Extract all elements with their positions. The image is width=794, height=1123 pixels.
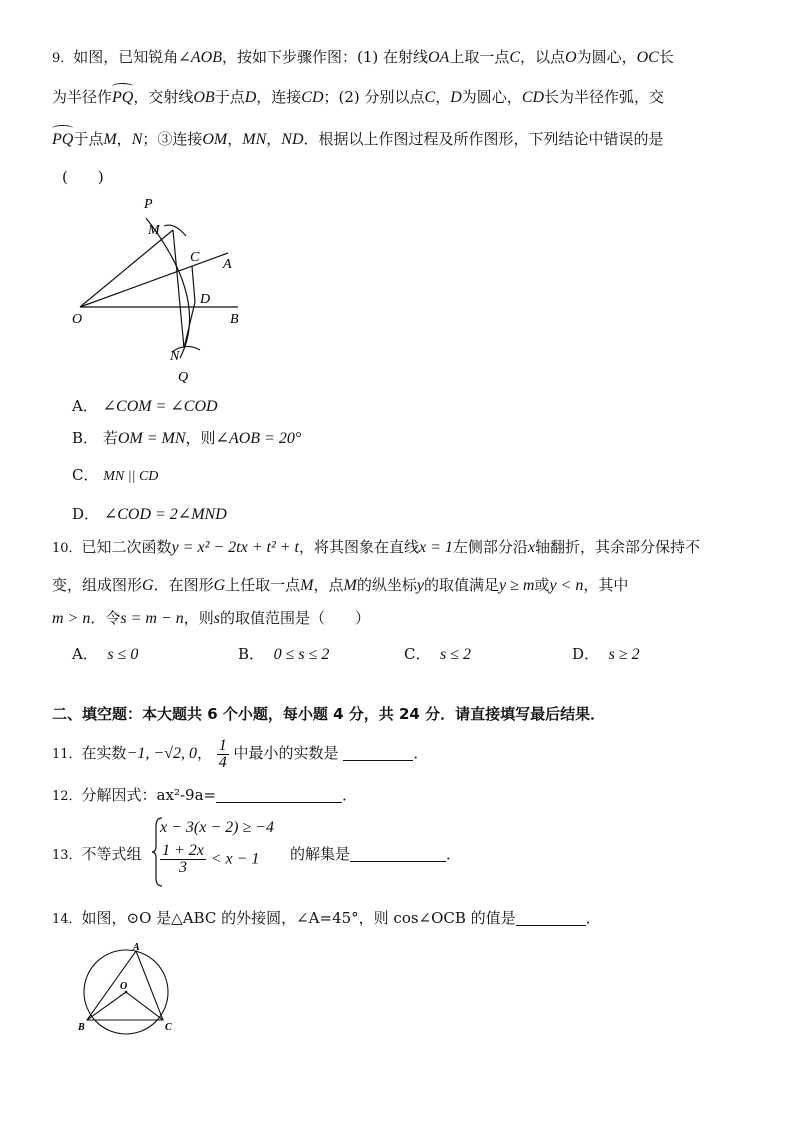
label-o: O	[120, 981, 128, 992]
q9-math: C	[424, 89, 436, 106]
q10-math: x	[527, 539, 536, 556]
q9-text: 上取一点	[449, 48, 510, 66]
q11-text: 中最小的实数是	[233, 744, 339, 762]
q9-arc-pq: PQ	[112, 87, 133, 109]
q14-text: 如图，⊙O 是△ABC 的外接圆，∠A=45°，则 cos∠OCB 的值是	[81, 909, 516, 927]
q10-text: 或	[534, 576, 550, 594]
label-c: C	[165, 1022, 172, 1033]
q9-number: 9．	[52, 51, 74, 66]
q12-text: ．	[342, 786, 358, 804]
option-label: B．	[72, 429, 99, 447]
q9-text: ；(2) 分别以点	[323, 88, 425, 106]
option-math: ∠AOB = 20°	[215, 430, 302, 447]
q9-text: ，	[116, 130, 132, 148]
q9-math: D	[244, 89, 257, 106]
option-label: A．	[72, 645, 98, 663]
q9-figure	[60, 190, 260, 390]
option-text: ∠COM = ∠COD	[102, 398, 218, 415]
label-a: A	[133, 942, 140, 953]
q9-math: M	[103, 131, 117, 148]
q9-option-d	[72, 503, 227, 526]
label-q: Q	[178, 370, 189, 385]
q9-math: D	[450, 89, 462, 106]
q9-math: OC	[636, 49, 659, 66]
option-text: ，则	[185, 429, 216, 447]
q10-math: s = m − n	[120, 610, 184, 627]
label-a: A	[223, 257, 232, 272]
q10-math: y ≥ m	[498, 577, 535, 594]
q9-text: ，按如下步骤作图：(1) 在射线	[221, 48, 428, 66]
q12-number: 12．	[52, 789, 82, 804]
q9-line-1	[52, 46, 674, 70]
q10-math: G	[213, 577, 226, 594]
q14-figure	[70, 940, 180, 1040]
section-heading: 二、填空题：本大题共 6 个小题，每小题 4 分，共 24 分．请直接填写最后结果．	[52, 705, 606, 723]
q9-option-b	[72, 427, 301, 450]
q10-math: y < n	[549, 577, 584, 594]
q9-text: ，交射线	[133, 88, 194, 106]
q13-system	[160, 817, 274, 876]
q9-text: 长为半径作弧，交	[544, 88, 665, 106]
q10-text: 变，组成图形	[52, 576, 143, 594]
q9-math: CD	[301, 89, 324, 106]
q9-arc-pq: PQ	[52, 129, 73, 151]
q11-text: ．	[413, 744, 429, 762]
option-label: C．	[404, 645, 431, 663]
q9-math: N	[131, 131, 143, 148]
q11-text: ，	[196, 744, 212, 762]
q13-math: < x − 1	[210, 850, 260, 868]
q10-line-3	[52, 607, 370, 630]
q9-math: AOB	[190, 49, 222, 66]
q9-math: O	[565, 49, 577, 66]
q9-text: 如图，已知锐角∠	[73, 48, 191, 66]
q10-math: M	[300, 577, 314, 594]
q10-number: 10．	[52, 541, 82, 556]
q11-math: −1, −√2, 0	[126, 745, 197, 762]
option-text: s ≤ 0	[107, 646, 139, 663]
q10-text: 的纵坐标	[356, 576, 417, 594]
q13-answer-blank[interactable]	[350, 845, 446, 862]
q11-fraction	[217, 738, 229, 771]
q12-answer-blank[interactable]	[216, 786, 342, 803]
q9-option-c	[72, 464, 158, 488]
q9-text: 长	[658, 48, 674, 66]
q10-text: ，将其图象在直线	[298, 538, 419, 556]
fraction-denominator: 3	[178, 859, 187, 876]
segment-ob	[87, 992, 126, 1020]
q9-option-a	[72, 395, 218, 418]
label-d: D	[200, 292, 211, 307]
q13-inequality-2	[160, 843, 274, 876]
q13-tail	[290, 843, 461, 865]
q9-math: CD	[521, 89, 545, 106]
q9-answer-paren: ( )	[62, 168, 104, 186]
q10-text: 的取值满足	[423, 576, 499, 594]
q10-math: G	[142, 577, 154, 594]
q9-text: 为圆心，	[461, 88, 522, 106]
label-m: M	[148, 223, 160, 238]
q10-math: M	[343, 577, 357, 594]
q13-fraction	[160, 843, 206, 876]
q9-text: ，	[435, 88, 451, 106]
q10-text: ．在图形	[153, 576, 214, 594]
option-text: s ≤ 2	[440, 646, 472, 663]
q9-text: ，连接	[256, 88, 302, 106]
q9-text: ，	[227, 130, 243, 148]
q10-text: 已知二次函数	[81, 538, 172, 556]
option-label: D．	[572, 645, 600, 663]
label-n: N	[170, 349, 180, 364]
option-label: D．	[72, 505, 100, 523]
q10-text: 轴翻折，其余部分保持不	[535, 538, 701, 556]
q11	[52, 735, 428, 773]
q10-line-2	[52, 574, 628, 597]
q13-text: ．	[446, 845, 462, 863]
option-label: C．	[72, 466, 99, 484]
q10-math: x = 1	[419, 539, 453, 556]
q10-text: ，其中	[583, 576, 629, 594]
q9-text: 于点	[214, 88, 245, 106]
q9-math: OA	[428, 49, 450, 66]
q14-number: 14．	[52, 912, 82, 927]
fraction-denominator: 4	[218, 753, 227, 771]
q14-text: ．	[585, 909, 601, 927]
label-p: P	[144, 197, 153, 212]
q9-math: C	[509, 49, 521, 66]
q10-math: y = x² − 2tx + t² + t	[171, 539, 299, 556]
q9-text: 为半径作	[52, 88, 113, 106]
option-text: 0 ≤ s ≤ 2	[273, 646, 330, 663]
label-o: O	[72, 312, 83, 327]
label-b: B	[230, 312, 239, 327]
q10-math: s	[213, 610, 220, 627]
option-label: B．	[238, 645, 265, 663]
q12-text: 分解因式：ax²-9a=	[81, 786, 217, 804]
q13-text: 不等式组	[81, 845, 142, 863]
q14-answer-blank[interactable]	[516, 909, 586, 926]
fraction-numerator: 1 + 2x	[162, 842, 204, 859]
q9-text: 为圆心，	[576, 48, 637, 66]
q10-math: m > n	[52, 610, 91, 627]
q10-option-b	[238, 643, 329, 666]
q10-option-c	[404, 643, 471, 666]
label-c: C	[190, 250, 200, 265]
segment-mn	[173, 230, 184, 348]
q13-number: 13．	[52, 848, 82, 863]
q9-line-3	[52, 128, 664, 151]
q10-text: 左侧部分沿	[452, 538, 528, 556]
q9-text: ，	[266, 130, 282, 148]
q9-math: OB	[193, 89, 215, 106]
q10-option-a	[72, 643, 138, 666]
q10-text: ．令	[90, 609, 121, 627]
option-text: ∠COD = 2∠MND	[103, 506, 227, 523]
option-label: A．	[72, 397, 98, 415]
q9-text: ，以点	[520, 48, 566, 66]
q9-text: 于点	[73, 130, 104, 148]
q10-text: ，点	[313, 576, 344, 594]
option-math: OM = MN	[117, 430, 186, 447]
q10-math: y	[416, 577, 424, 594]
q9-math: ND	[281, 131, 304, 148]
segment-om	[80, 230, 173, 307]
q11-answer-blank[interactable]	[343, 744, 413, 761]
q10-text: 上任取一点	[225, 576, 301, 594]
q10-line-1	[52, 536, 700, 560]
option-text: 若	[102, 429, 118, 447]
q10-option-d	[572, 643, 640, 666]
q10-text: ，则	[183, 609, 214, 627]
q9-text: ；③连接	[142, 130, 203, 148]
q12	[52, 784, 357, 808]
q9-text: ．根据以上作图过程及所作图形，下列结论中错误的是	[303, 130, 664, 148]
option-text: MN || CD	[103, 469, 159, 484]
q9-line-2	[52, 86, 664, 109]
q9-math: OM	[202, 131, 228, 148]
q11-number: 11．	[52, 747, 82, 762]
q13-inequality-1: x − 3(x − 2) ≥ −4	[160, 819, 275, 836]
q13-text: 的解集是	[290, 845, 351, 863]
q10-text: 的取值范围是（ ）	[220, 609, 371, 627]
fraction-numerator: 1	[218, 736, 227, 754]
option-text: s ≥ 2	[608, 646, 640, 663]
label-b: B	[78, 1022, 85, 1033]
q13	[52, 843, 142, 867]
q11-text: 在实数	[81, 744, 127, 762]
q14	[52, 907, 601, 931]
segment-cd	[192, 266, 195, 302]
q9-math: MN	[242, 131, 267, 148]
